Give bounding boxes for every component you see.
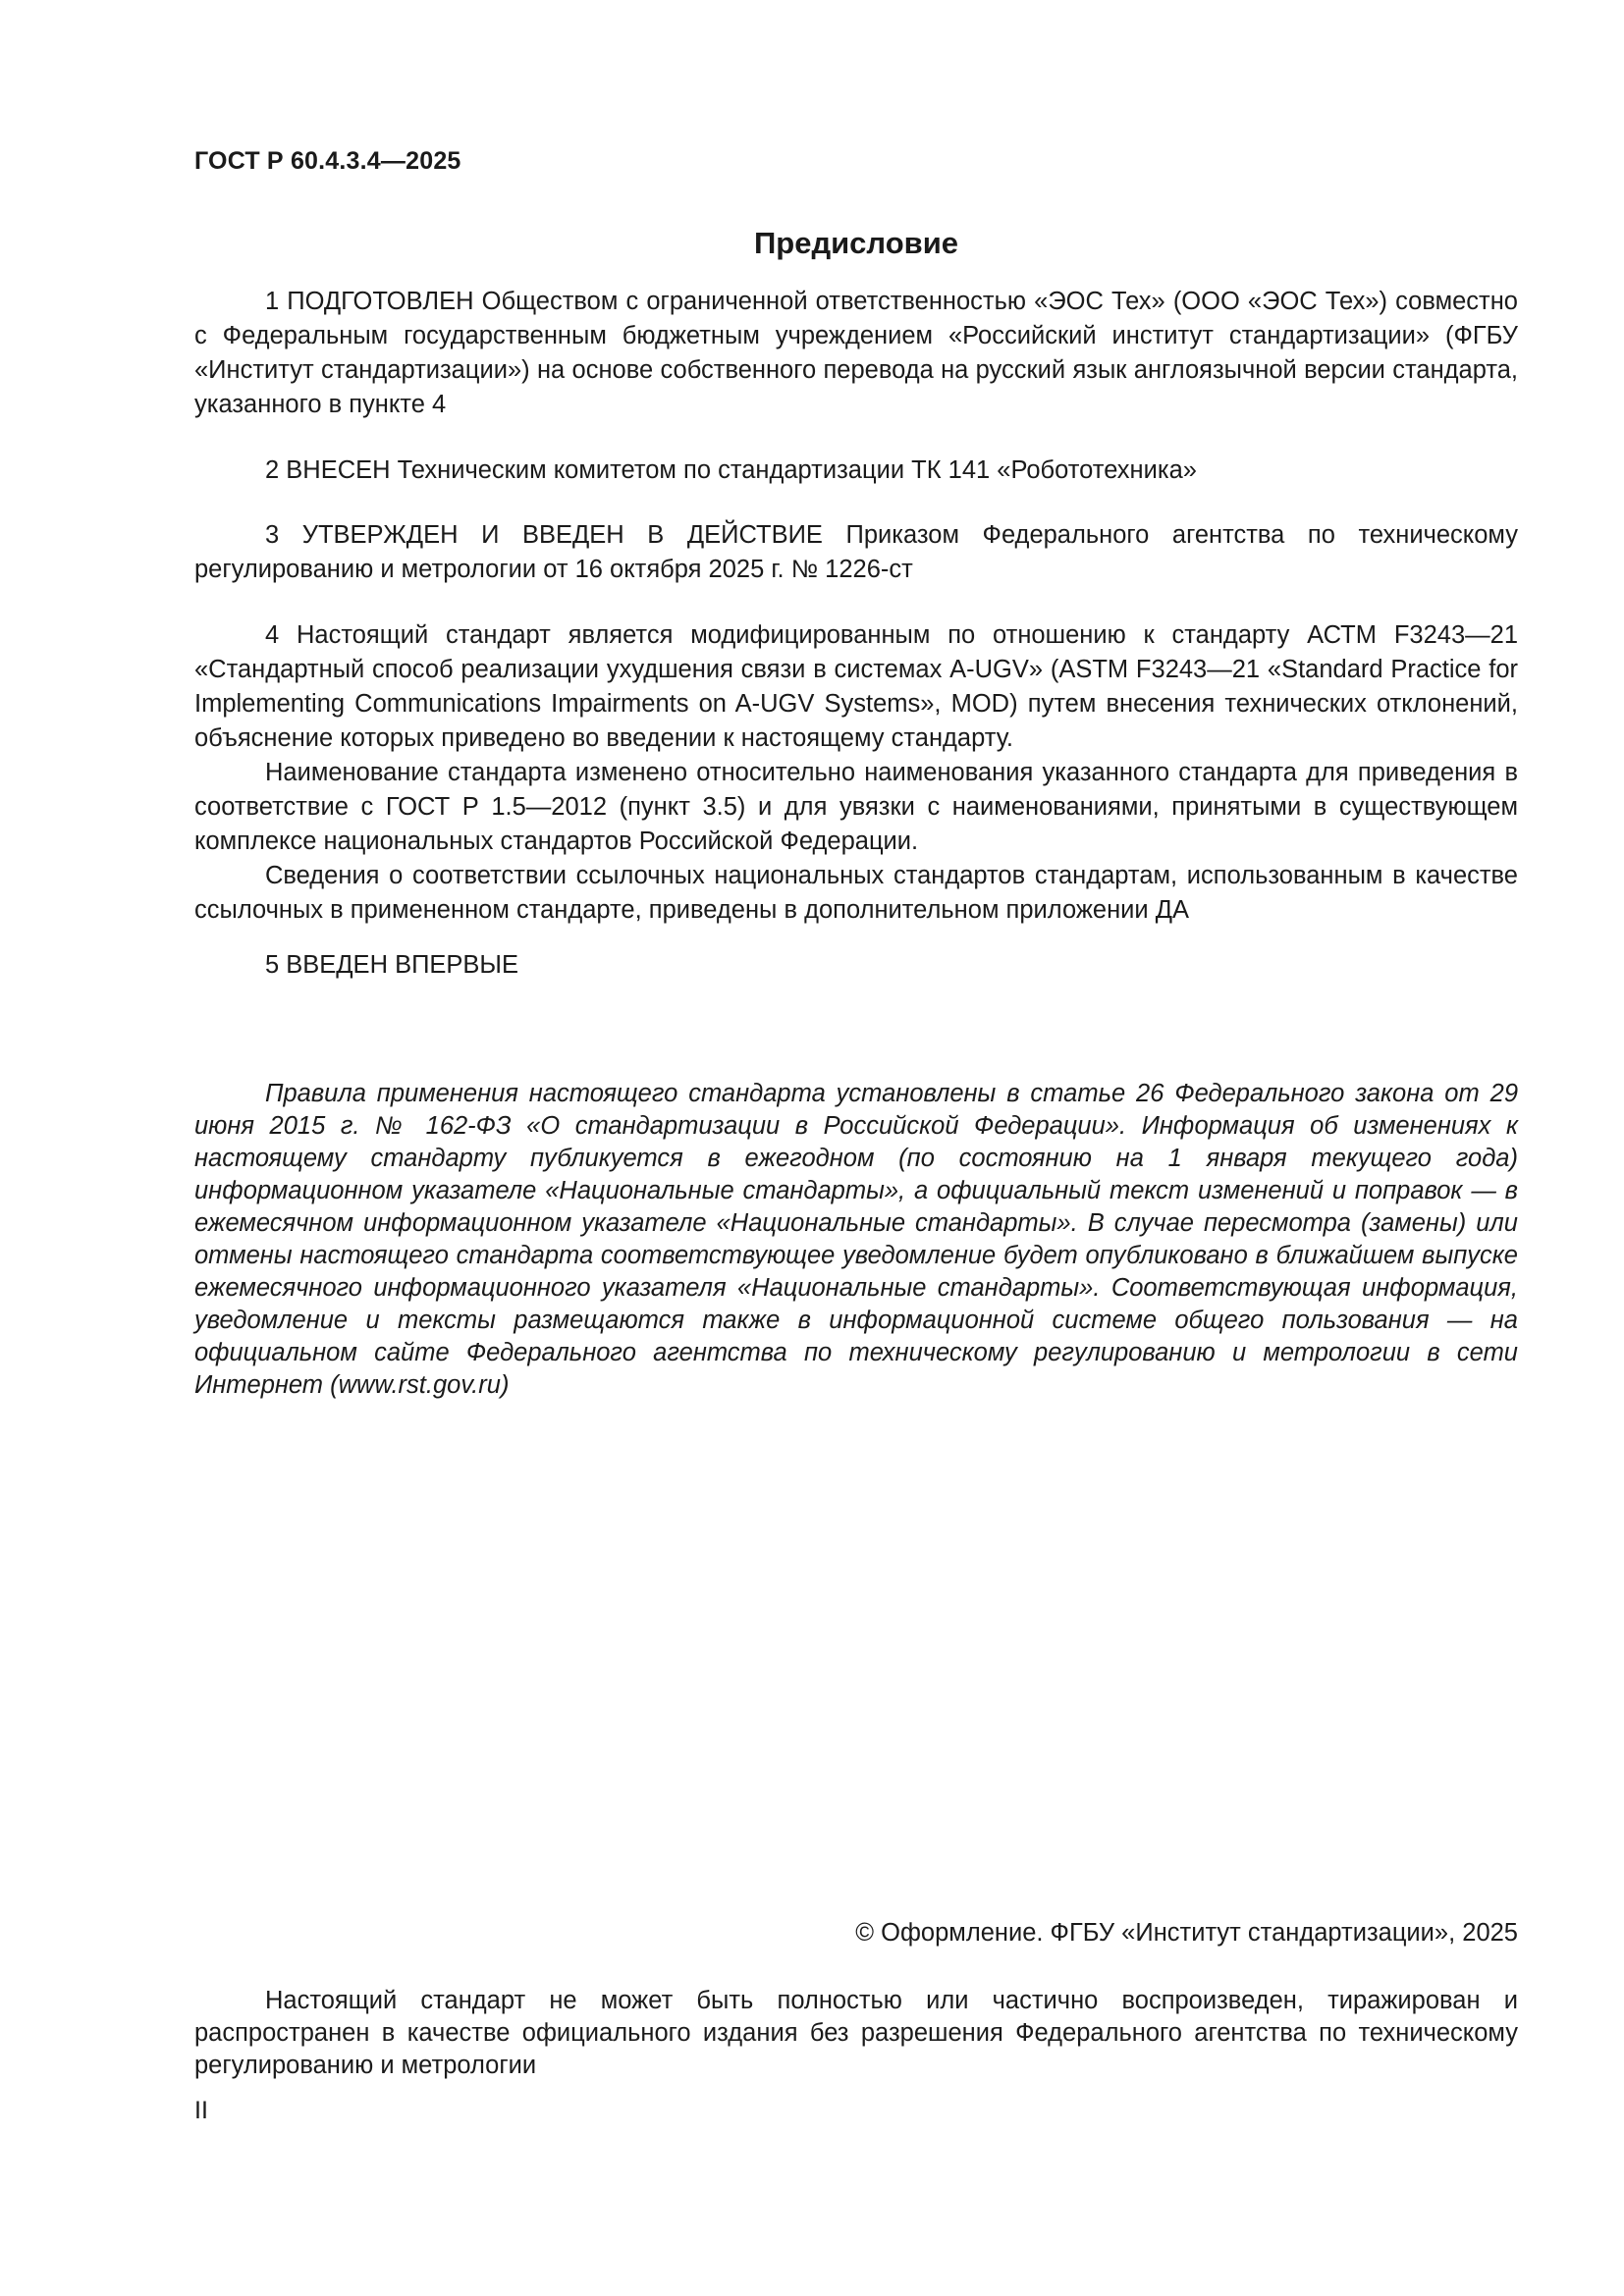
foreword-item-2-text: 2 ВНЕСЕН Техническим комитетом по стандартизации ТК 141 «Робототехника» [265, 456, 1197, 484]
foreword-item-3-text: 3 УТВЕРЖДЕН И ВВЕДЕН В ДЕЙСТВИЕ Приказом Федерального агентства по техническому регулированию и метрологии от 16 октября 2025 г. № 1226-ст [194, 521, 1518, 583]
foreword-item-5-text: 5 ВВЕДЕН ВПЕРВЫЕ [265, 951, 519, 979]
foreword-item-4-paragraph-2: Наименование стандарта изменено относительно наименования указанного стандарта для приведения в соответствие с ГОСТ Р 1.5—2012 (пункт 3.5) и для увязки с наименованиями, принятыми в существующем комплексе национальных стандартов Российской Федерации. [194, 759, 1518, 855]
page-number: II [194, 2097, 208, 2124]
foreword-item-4-paragraph-1: 4 Настоящий стандарт является модифицированным по отношению к стандарту АСТМ F3243—21 «Стандартный способ реализации ухудшения связи в системах A-UGV» (ASTM F3243—21 «Standard Practice for Implementing Communications Impairments on A-UGV Systems», MOD) путем внесения технических отклонений, объяснение которых приведено во введении к настоящему стандарту. [194, 621, 1518, 752]
application-rules-notice: Правила применения настоящего стандарта установлены в статье 26 Федерального закона от 29 июня 2015 г. № 162-ФЗ «О стандартизации в Российской Федерации». Информация об изменениях к настоящему стандарту публикуется в ежегодном (по состоянию на 1 января текущего года) информационном указателе «Национальные стандарты», а официальный текст изменений и поправок — в ежемесячном информационном указателе «Национальные стандарты». В случае пересмотра (замены) или отмены настоящего стандарта соответствующее уведомление будет опубликовано в ближайшем выпуске ежемесячного информационного указателя «Национальные стандарты». Соответствующая информация, уведомление и тексты размещаются также в информационной системе общего пользования — на официальном сайте Федерального агентства по техническому регулированию и метрологии в сети Интернет (www.rst.gov.ru) [194, 1080, 1518, 1399]
foreword-item-5 [194, 948, 1518, 983]
reprint-restriction-notice: Настоящий стандарт не может быть полностью или частично воспроизведен, тиражирован и распространен в качестве официального издания без разрешения Федерального агентства по техническому регулированию и метрологии [194, 1987, 1518, 2079]
foreword-item-3 [194, 518, 1518, 587]
copyright-line: © Оформление. ФГБУ «Институт стандартизации», 2025 [855, 1919, 1518, 1947]
foreword-item-4-paragraph-3: Сведения о соответствии ссылочных национальных стандартов стандартам, использованным в качестве ссылочных в примененном стандарте, приведены в дополнительном приложении ДА [194, 862, 1518, 924]
page-title: Предисловие [753, 226, 958, 260]
foreword-item-4 [194, 618, 1518, 928]
foreword-item-2 [194, 454, 1518, 488]
document-designation: ГОСТ Р 60.4.3.4—2025 [194, 147, 461, 175]
foreword-item-1-text: 1 ПОДГОТОВЛЕН Обществом с ограниченной ответственностью «ЭОС Тех» (ООО «ЭОС Тех») совместно с Федеральным государственным бюджетным учреждением «Российский институт стандартизации» (ФГБУ «Институт стандартизации») на основе собственного перевода на русский язык англоязычной версии стандарта, указанного в пункте 4 [194, 288, 1518, 418]
foreword-item-1 [194, 285, 1518, 422]
